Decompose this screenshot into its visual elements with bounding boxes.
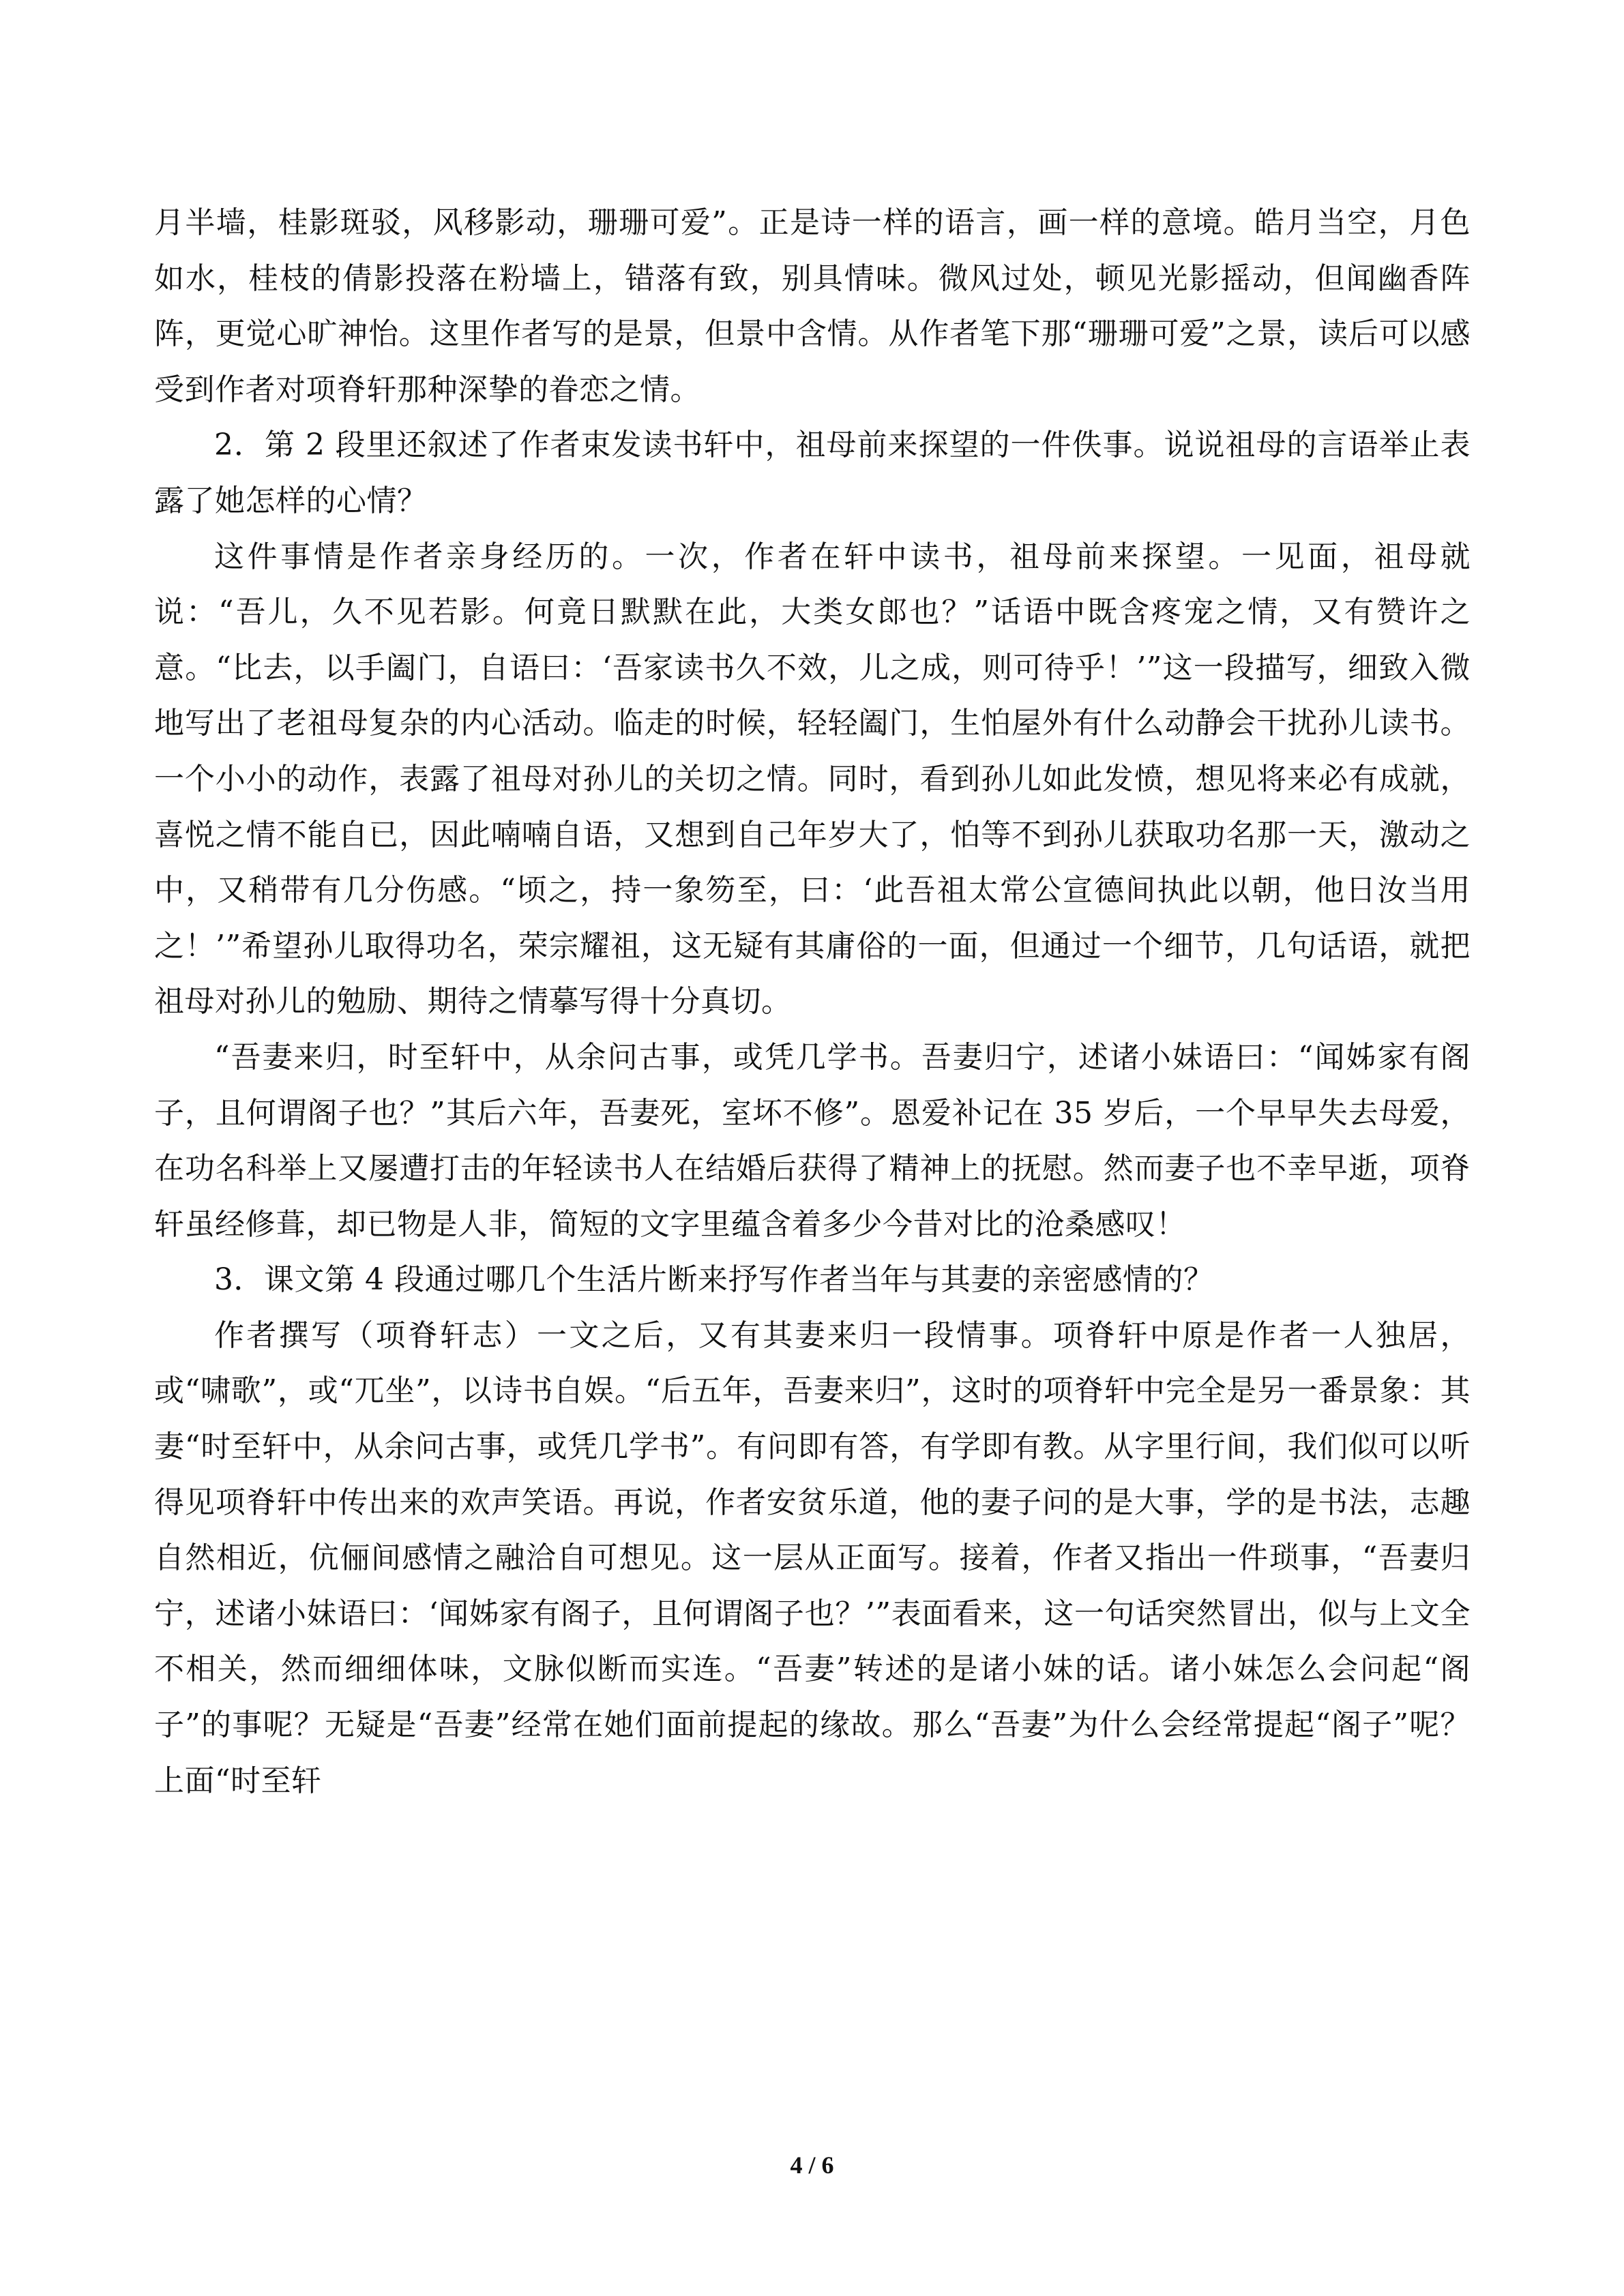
question-3: 3．课文第 4 段通过哪几个生活片断来抒写作者当年与其妻的亲密感情的？ <box>214 1262 1214 1298</box>
quote-paragraph: “吾妻来归，时至轩中，从余问古事，或凭几学书。吾妻归宁，述诸小妹语曰：“闻姊家有阁子，且何谓阁子也？”其后六年，吾妻死，室坏不修”。恩爱补记在 35 岁后，一个早早失去母爱，在功名科举上又屡遭打击的年轻读书人在结婚后获得了精神上的抚慰。然而妻子也不幸早逝，项脊轩虽经修葺，却已物是人非，简短的文字里蕴含着多少今昔对比的沧桑感叹！ <box>154 1039 1471 1242</box>
document-body <box>154 195 1471 1808</box>
page-number: 4 / 6 <box>790 2151 834 2179</box>
answer-3: 作者撰写（项脊轩志）一文之后，又有其妻来归一段情事。项脊轩中原是作者一人独居，或“啸歌”，或“兀坐”，以诗书自娱。“后五年，吾妻来归”，这时的项脊轩中完全是另一番景象：其妻“时至轩中，从余问古事，或凭几学书”。有问即有答，有学即有教。从字里行间，我们似可以听得见项脊轩中传出来的欢声笑语。再说，作者安贫乐道，他的妻子问的是大事，学的是书法，志趣自然相近，伉俪间感情之融洽自可想见。这一层从正面写。接着，作者又指出一件琐事，“吾妻归宁，述诸小妹语曰：‘闻姊家有阁子，且何谓阁子也？’”表面看来，这一句话突然冒出，似与上文全不相关，然而细细体味，文脉似断而实连。“吾妻”转述的是诸小妹的话。诸小妹怎么会问起“阁子”的事呢？无疑是“吾妻”经常在她们面前提起的缘故。那么“吾妻”为什么会经常提起“阁子”呢？上面“时至轩 <box>154 1317 1471 1798</box>
question-2: 2．第 2 段里还叙述了作者束发读书轩中，祖母前来探望的一件佚事。说说祖母的言语举止表露了她怎样的心情？ <box>154 428 1471 518</box>
paragraph-continuation: 月半墙，桂影斑驳，风移影动，珊珊可爱”。正是诗一样的语言，画一样的意境。皓月当空，月色如水，桂枝的倩影投落在粉墙上，错落有致，别具情味。微风过处，顿见光影摇动，但闻幽香阵阵，更觉心旷神怡。这里作者写的是景，但景中含情。从作者笔下那“珊珊可爱”之景，读后可以感受到作者对项脊轩那种深挚的眷恋之情。 <box>154 205 1471 407</box>
answer-2: 这件事情是作者亲身经历的。一次，作者在轩中读书，祖母前来探望。一见面，祖母就说：“吾儿，久不见若影。何竟日默默在此，大类女郎也？”话语中既含疼宠之情，又有赞许之意。“比去，以手阖门，自语曰：‘吾家读书久不效，儿之成，则可待乎！’”这一段描写，细致入微地写出了老祖母复杂的内心活动。临走的时候，轻轻阖门，生怕屋外有什么动静会干扰孙儿读书。一个小小的动作，表露了祖母对孙儿的关切之情。同时，看到孙儿如此发愤，想见将来必有成就，喜悦之情不能自已，因此喃喃自语，又想到自己年岁大了，怕等不到孙儿获取功名那一天，激动之中，又稍带有几分伤感。“顷之，持一象笏至，曰：‘此吾祖太常公宣德间执此以朝，他日汝当用之！’”希望孙儿取得功名，荣宗耀祖，这无疑有其庸俗的一面，但通过一个细节，几句话语，就把祖母对孙儿的勉励、期待之情摹写得十分真切。 <box>154 539 1471 1019</box>
